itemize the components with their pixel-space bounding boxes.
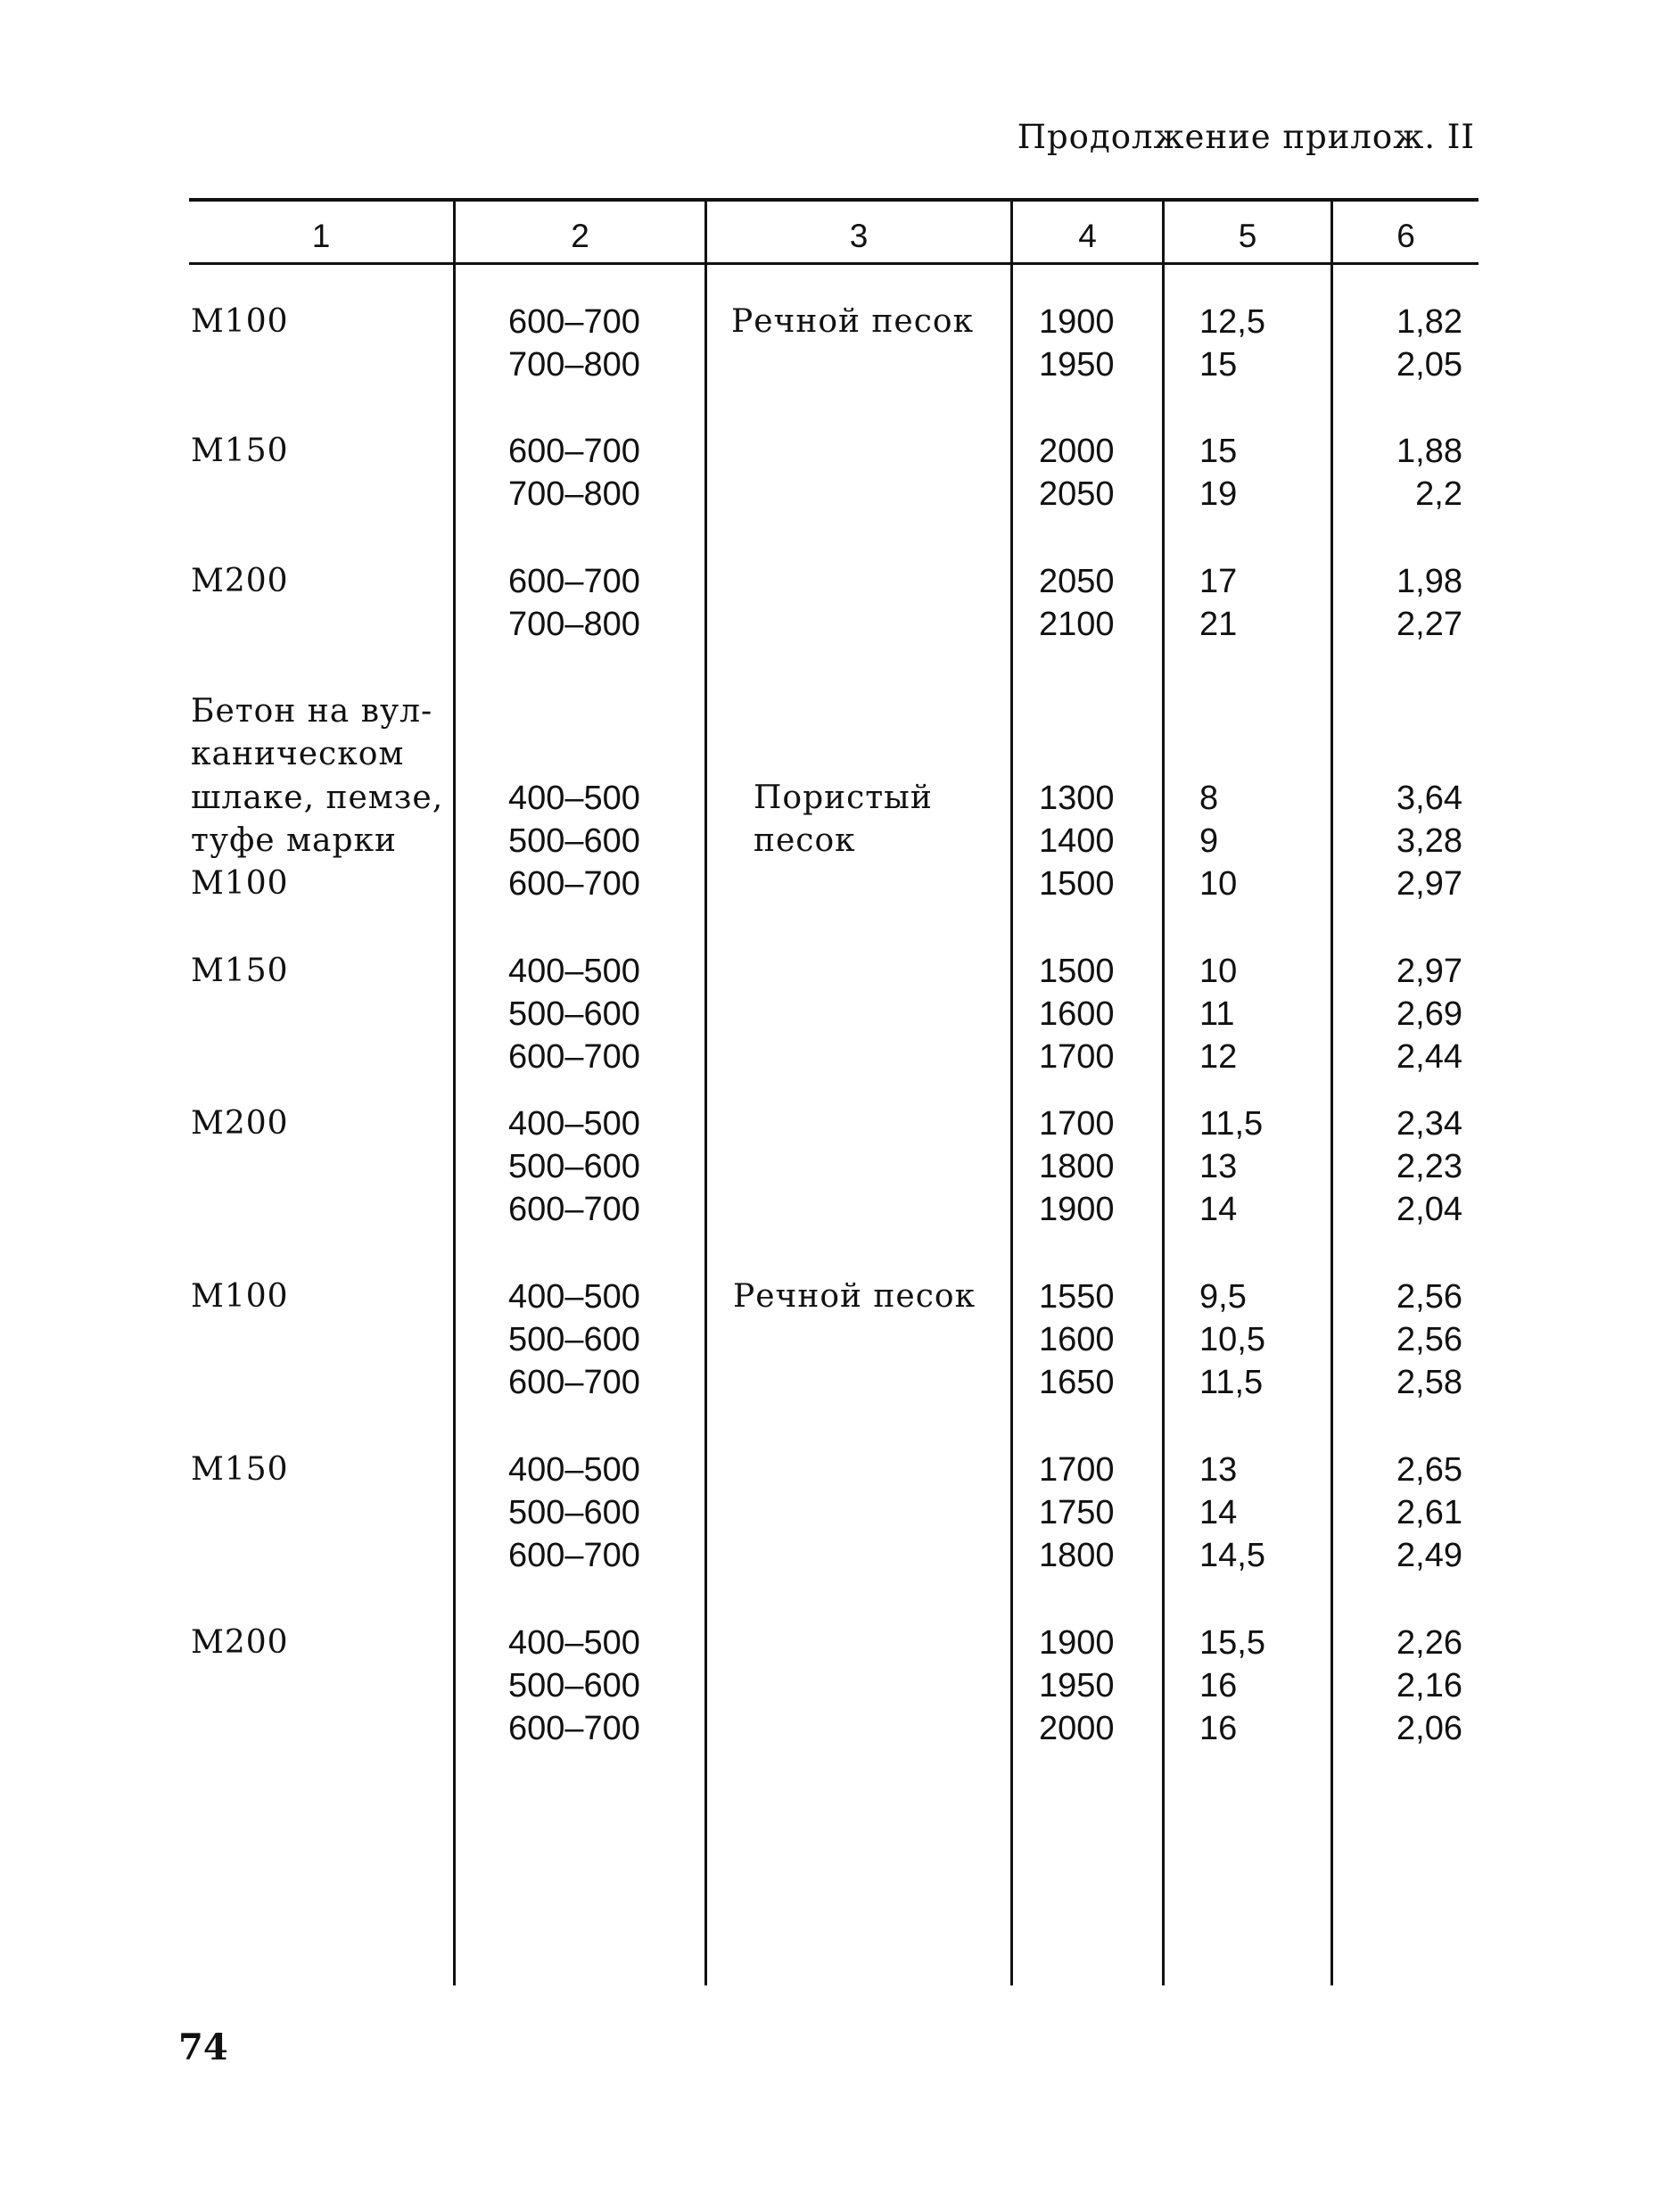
table-cell-c3: песок	[754, 822, 856, 859]
column-header-4: 4	[1078, 218, 1097, 254]
table-cell-c6: 2,16	[1396, 1667, 1462, 1704]
table-cell-c2: 400–500	[508, 1624, 640, 1662]
table-cell-c5: 19	[1199, 475, 1238, 513]
table-cell-c2: 500–600	[508, 1667, 640, 1704]
table-cell-c4: 2050	[1039, 563, 1115, 600]
table-cell-c5: 12	[1199, 1038, 1238, 1076]
table-cell-c4: 1800	[1039, 1537, 1115, 1574]
table-cell-c1: М150	[191, 1451, 289, 1488]
table-cell-c2: 400–500	[508, 1451, 640, 1489]
table-cell-c6: 2,06	[1396, 1710, 1462, 1747]
table-cell-c4: 1950	[1039, 1667, 1115, 1704]
table-cell-c2: 400–500	[508, 953, 640, 990]
table-cell-c2: 700–800	[508, 475, 640, 513]
table-cell-c3: Пористый	[754, 780, 933, 816]
table-cell-c5: 15	[1199, 346, 1238, 384]
column-header-1: 1	[311, 218, 331, 254]
table-cell-c6: 3,64	[1396, 780, 1462, 817]
table-cell-c1: М200	[191, 1624, 289, 1661]
table-cell-c5: 11	[1199, 995, 1235, 1033]
table-cell-c6: 2,04	[1396, 1191, 1462, 1228]
table-cell-c5: 12,5	[1199, 303, 1265, 341]
table-cell-c5: 11,5	[1199, 1364, 1264, 1401]
table-cell-c4: 1650	[1039, 1364, 1115, 1401]
table-cell-c6: 1,88	[1396, 433, 1462, 470]
table-cell-c6: 2,56	[1396, 1278, 1462, 1316]
table-cell-c5: 17	[1199, 563, 1238, 600]
table-cell-c5: 15	[1199, 433, 1238, 470]
table-cell-c2: 600–700	[508, 303, 640, 341]
table-cell-c1: М150	[191, 433, 289, 469]
table-cell-c5: 15,5	[1199, 1624, 1265, 1662]
table-cell-c4: 2100	[1039, 606, 1115, 643]
table-cell-c4: 1900	[1039, 303, 1115, 341]
table-cell-c2: 600–700	[508, 1537, 640, 1574]
table-cell-c6: 3,28	[1396, 822, 1462, 860]
table-cell-c1: шлаке, пемзе,	[191, 780, 444, 816]
table-cell-c1: туфе марки	[191, 822, 398, 859]
table-cell-c5: 16	[1199, 1667, 1238, 1704]
table-cell-c4: 1500	[1039, 953, 1115, 990]
column-header-3: 3	[849, 218, 869, 254]
table-cell-c4: 1500	[1039, 865, 1115, 903]
table-cell-c2: 600–700	[508, 1710, 640, 1747]
table-cell-c5: 14	[1199, 1494, 1238, 1531]
table-cell-c6: 2,49	[1396, 1537, 1462, 1574]
table-cell-c6: 1,98	[1396, 563, 1462, 600]
table-cell-c5: 14	[1199, 1191, 1238, 1228]
table-cell-c4: 1300	[1039, 780, 1115, 817]
table-cell-c5: 10	[1199, 865, 1238, 903]
table-cell-c2: 700–800	[508, 346, 640, 384]
table-cell-c3: Речной песок	[733, 1278, 976, 1315]
table-cell-c2: 500–600	[508, 995, 640, 1033]
table-cell-c1: М200	[191, 1105, 289, 1142]
table-cell-c5: 11,5	[1199, 1105, 1264, 1143]
table-cell-c4: 2000	[1039, 433, 1115, 470]
table-cell-c2: 500–600	[508, 1494, 640, 1531]
table-cell-c6: 2,69	[1396, 995, 1462, 1033]
table-cell-c4: 1700	[1039, 1105, 1115, 1143]
page-header: Продолжение прилож. II	[1017, 118, 1475, 156]
table-cell-c1: каническом	[191, 736, 405, 772]
table-cell-c4: 1550	[1039, 1278, 1115, 1316]
table-cell-c4: 1900	[1039, 1191, 1115, 1228]
table-cell-c4: 1950	[1039, 346, 1115, 384]
table-cell-c2: 500–600	[508, 1321, 640, 1358]
table-cell-c5: 8	[1199, 780, 1219, 817]
table-cell-c2: 500–600	[508, 822, 640, 860]
table-cell-c5: 21	[1199, 606, 1238, 643]
table-cell-c4: 1400	[1039, 822, 1115, 860]
table-cell-c6: 2,58	[1396, 1364, 1462, 1401]
table-cell-c2: 600–700	[508, 563, 640, 600]
table-cell-c4: 1600	[1039, 1321, 1115, 1358]
column-header-6: 6	[1396, 218, 1415, 254]
table-cell-c4: 1600	[1039, 995, 1115, 1033]
table-cell-c6: 2,97	[1396, 865, 1462, 903]
table-cell-c5: 16	[1199, 1710, 1238, 1747]
table-cell-c4: 1900	[1039, 1624, 1115, 1662]
table-cell-c6: 2,65	[1396, 1451, 1462, 1489]
table-cell-c5: 14,5	[1199, 1537, 1265, 1574]
table-cell-c2: 600–700	[508, 1191, 640, 1228]
table-cell-c4: 2000	[1039, 1710, 1115, 1747]
page-number: 74	[178, 2026, 228, 2068]
table-cell-c6: 2,61	[1396, 1494, 1462, 1531]
table-cell-c5: 9	[1199, 822, 1219, 860]
table-cell-c6: 2,27	[1396, 606, 1462, 643]
table-cell-c5: 13	[1199, 1148, 1238, 1185]
table-cell-c1: М100	[191, 865, 289, 902]
table-cell-c2: 600–700	[508, 1364, 640, 1401]
table-cell-c2: 600–700	[508, 1038, 640, 1076]
table-cell-c4: 1700	[1039, 1038, 1115, 1076]
column-header-2: 2	[571, 218, 589, 254]
table-cell-c6: 2,05	[1396, 346, 1462, 384]
table-cell-c1: М100	[191, 1278, 289, 1315]
table-cell-c5: 10	[1199, 953, 1238, 990]
table-cell-c4: 1800	[1039, 1148, 1115, 1185]
table-cell-c1: Бетон на вул-	[191, 693, 433, 730]
table-cell-c1: М100	[191, 303, 289, 340]
table-cell-c2: 400–500	[508, 1105, 640, 1143]
table-cell-c6: 2,23	[1396, 1148, 1462, 1185]
table-cell-c4: 1700	[1039, 1451, 1115, 1489]
table-cell-c2: 600–700	[508, 865, 640, 903]
table-cell-c1: М150	[191, 953, 289, 989]
table-cell-c4: 1750	[1039, 1494, 1115, 1531]
table-cell-c6: 2,26	[1396, 1624, 1462, 1662]
table-cell-c4: 2050	[1039, 475, 1115, 513]
table-cell-c3: Речной песок	[731, 303, 975, 340]
table-cell-c5: 10,5	[1199, 1321, 1265, 1358]
table-cell-c1: М200	[191, 563, 289, 599]
table-cell-c2: 500–600	[508, 1148, 640, 1185]
table-cell-c6: 1,82	[1396, 303, 1462, 341]
table-cell-c5: 13	[1199, 1451, 1238, 1489]
table-cell-c2: 400–500	[508, 780, 640, 817]
column-header-5: 5	[1238, 218, 1257, 254]
table-cell-c5: 9,5	[1199, 1278, 1247, 1316]
table-cell-c6: 2,44	[1396, 1038, 1462, 1076]
table-cell-c6: 2,34	[1396, 1105, 1462, 1143]
table-cell-c6: 2,56	[1396, 1321, 1462, 1358]
table-cell-c2: 600–700	[508, 433, 640, 470]
table-cell-c6: 2,2	[1415, 475, 1462, 513]
table-cell-c2: 400–500	[508, 1278, 640, 1316]
table-cell-c6: 2,97	[1396, 953, 1462, 990]
table-cell-c2: 700–800	[508, 606, 640, 643]
